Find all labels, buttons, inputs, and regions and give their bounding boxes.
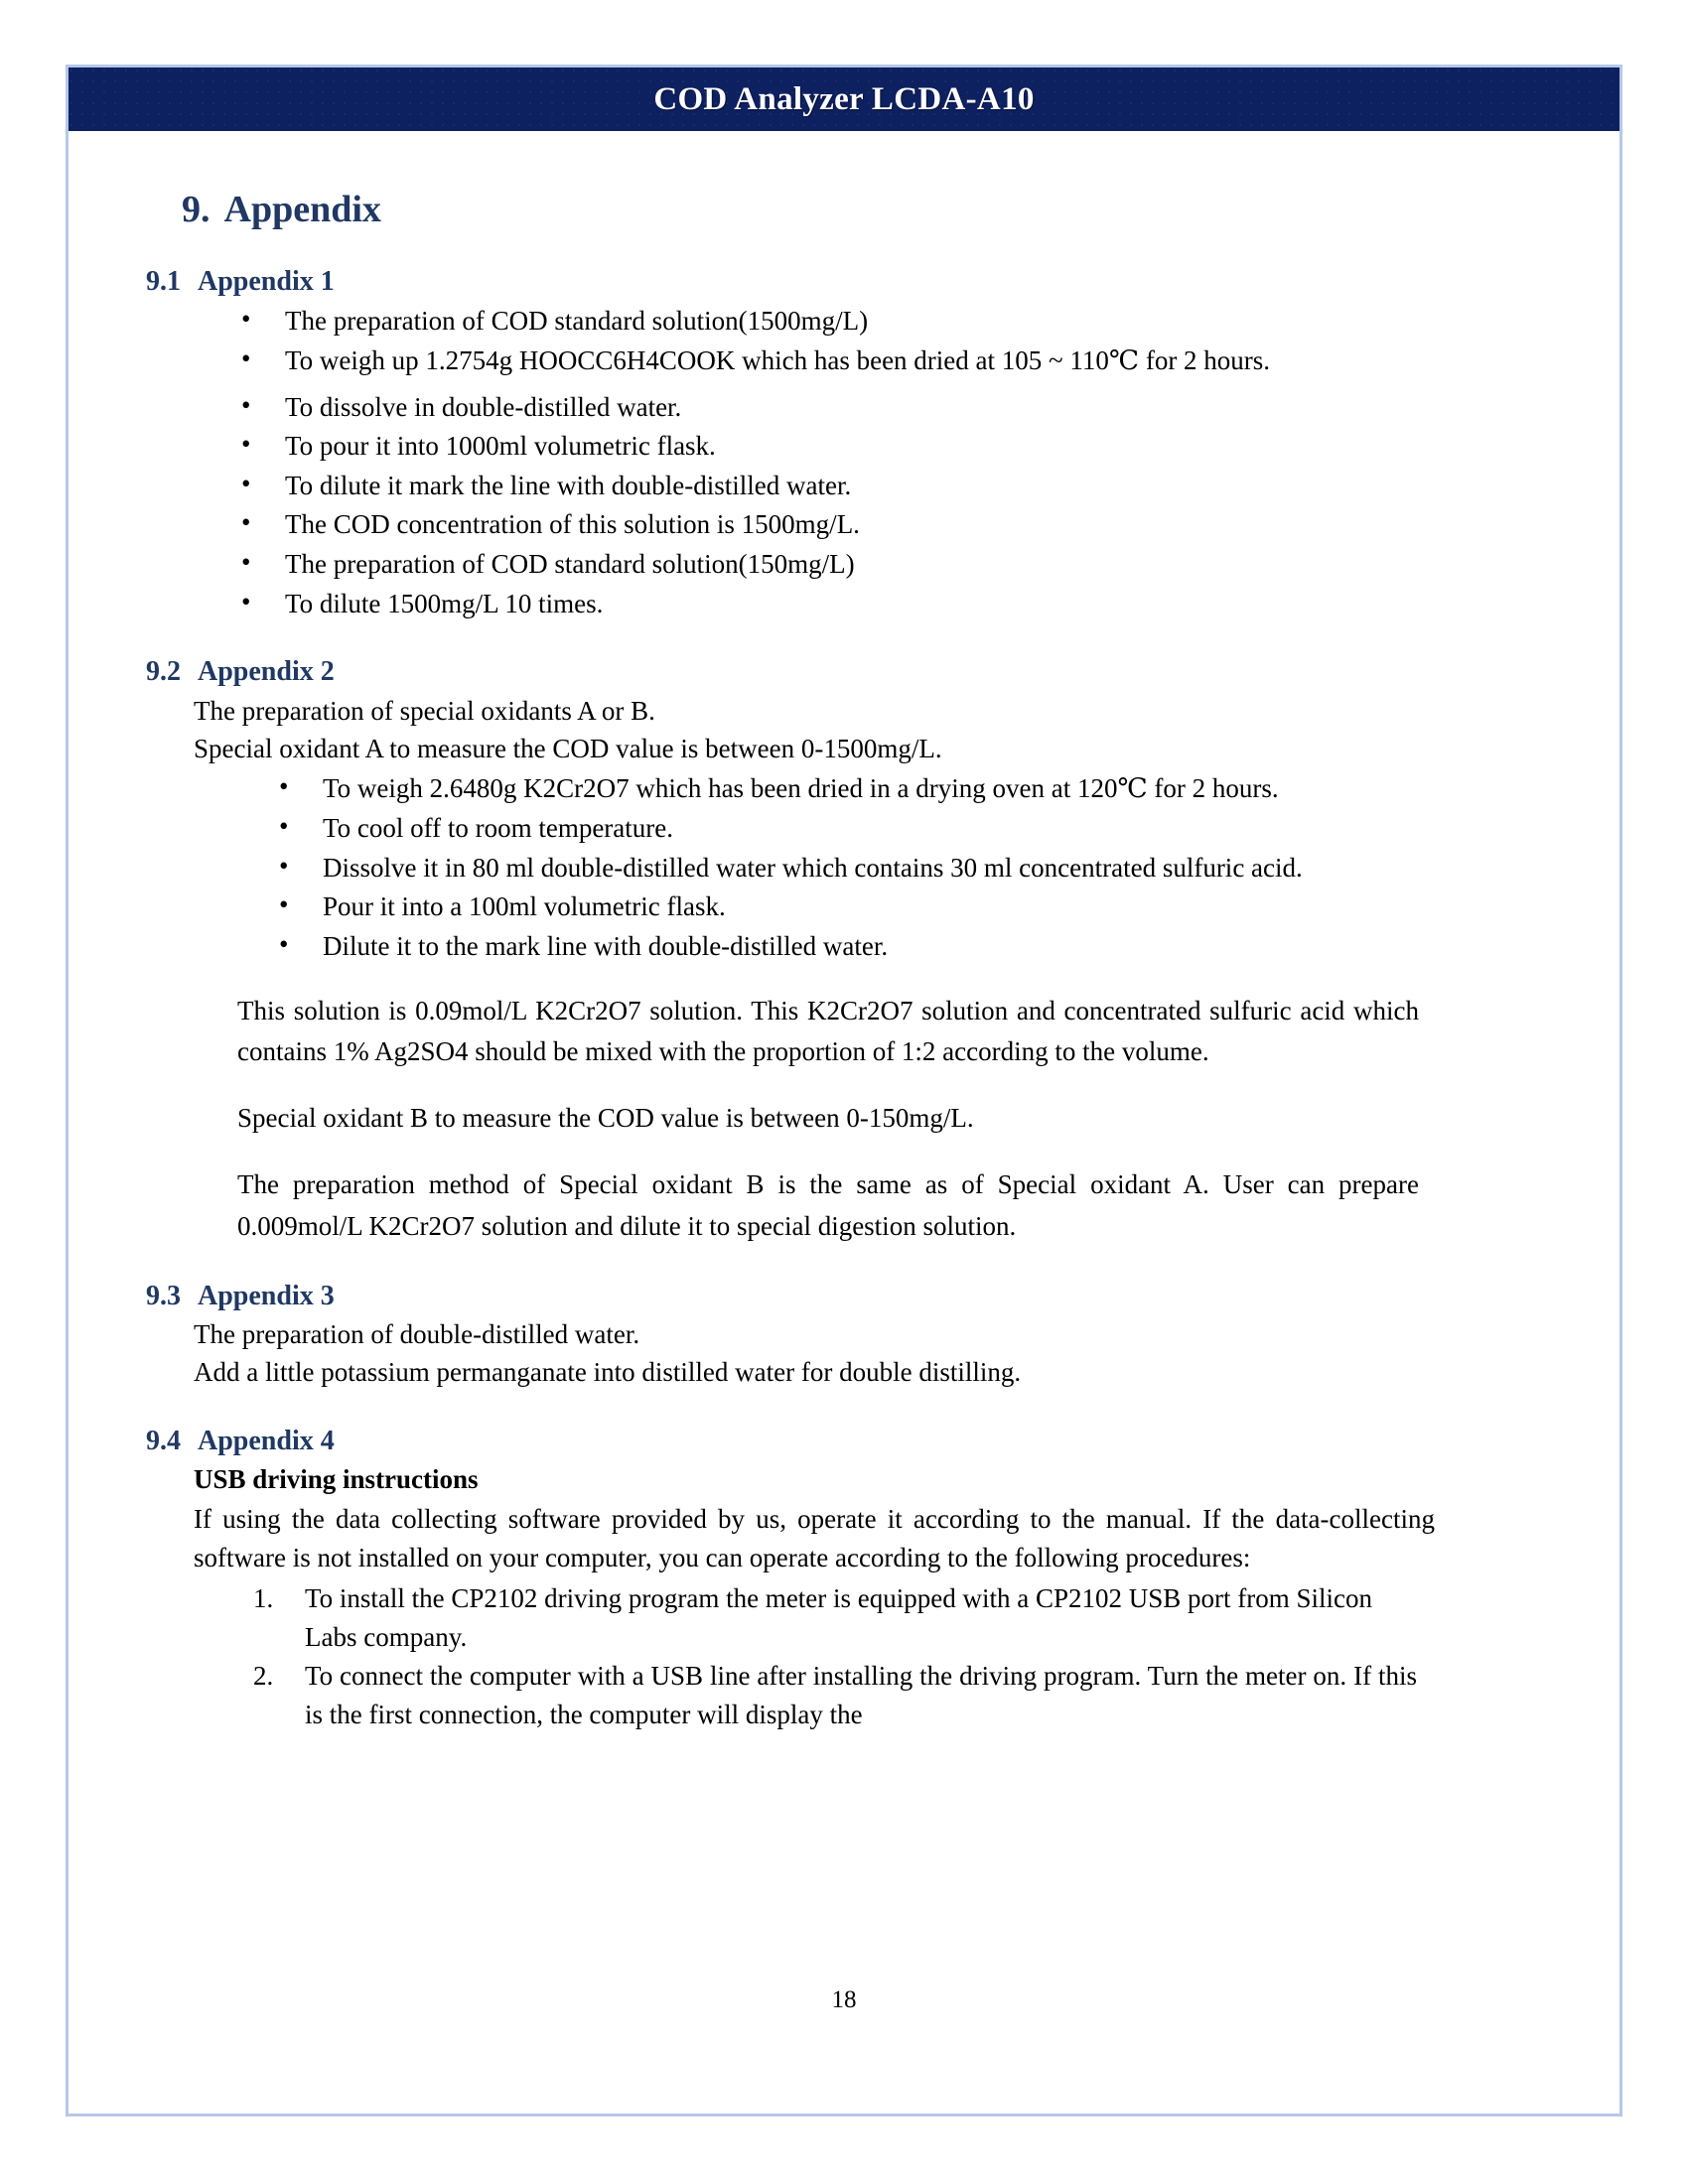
list-item: • To dilute it mark the line with double-distilled water.	[235, 467, 1422, 505]
list-item: • Dilute it to the mark line with double-distilled water.	[273, 927, 1460, 966]
list-item: • The COD concentration of this solution is 1500mg/L.	[235, 505, 1422, 544]
section-heading-9-1	[146, 265, 1542, 299]
section-9-2-paragraph-2: Special oxidant B to measure the COD value is between 0-150mg/L.	[237, 1103, 974, 1134]
section-9-2-line-2: Special oxidant A to measure the COD value is between 0-1500mg/L.	[194, 733, 942, 763]
section-9-3-line-2: Add a little potassium permanganate into distilled water for double distilling.	[194, 1356, 1022, 1387]
section-heading-9-2	[146, 655, 1542, 689]
section-number-9-1: 9.1	[146, 265, 181, 297]
document-title: COD Analyzer LCDA-A10	[653, 80, 1035, 117]
section-9-2-paragraph-1: This solution is 0.09mol/L K2Cr2O7 solution. This K2Cr2O7 solution and concentrated sulfuric acid which contains 1% Ag2SO4 should be mixed with the proportion of 1:2 according to the volume.	[237, 996, 1419, 1067]
chapter-heading	[182, 189, 1542, 232]
numbered-list-9-4	[249, 1579, 1542, 1735]
section-title-9-3: Appendix 3	[198, 1280, 335, 1311]
bullet-list-9-1	[235, 302, 1542, 622]
document-content	[69, 131, 1619, 2116]
section-9-3-line-1: The preparation of double-distilled water.	[194, 1319, 640, 1350]
document-header-banner	[69, 68, 1619, 131]
list-item: • Dissolve it in 80 ml double-distilled water which contains 30 ml concentrated sulfuric acid.	[273, 849, 1460, 887]
chapter-title: Appendix	[223, 189, 381, 230]
list-item: • To pour it into 1000ml volumetric flask.	[235, 427, 1422, 466]
list-item: • The preparation of COD standard solution(1500mg/L)	[235, 302, 1422, 341]
section-9-2-paragraph-3: The preparation method of Special oxidant B is the same as of Special oxidant A. User can prepare 0.009mol/L K2Cr2O7 solution and dilute it to special digestion solution.	[237, 1169, 1419, 1241]
list-item: • Pour it into a 100ml volumetric flask.	[273, 887, 1460, 926]
section-title-9-4: Appendix 4	[198, 1425, 335, 1456]
list-item: • To dilute 1500mg/L 10 times.	[235, 585, 1422, 623]
section-9-4-subheading: USB driving instructions	[194, 1464, 479, 1495]
page-number: 18	[831, 1986, 857, 2013]
section-heading-9-4	[146, 1425, 1542, 1458]
section-number-9-3: 9.3	[146, 1280, 181, 1311]
section-heading-9-3	[146, 1280, 1542, 1313]
chapter-number: 9.	[182, 189, 211, 230]
section-9-2-line-1: The preparation of special oxidants A or B.	[194, 695, 655, 726]
list-item: • To weigh up 1.2754g HOOCC6H4COOK which has been dried at 105 ~ 110℃ for 2 hours.	[235, 341, 1422, 380]
list-item: To connect the computer with a USB line after installing the driving program. Turn the meter on. If this is the first connection, the computer will display the	[305, 1661, 1417, 1730]
list-item: • To weigh 2.6480g K2Cr2O7 which has been dried in a drying oven at 120℃ for 2 hours.	[273, 769, 1460, 808]
section-9-4-intro: If using the data collecting software provided by us, operate it according to the manual. If the data-collecting software is not installed on your computer, you can operate according to the following procedures:	[194, 1503, 1435, 1572]
section-number-9-4: 9.4	[146, 1425, 181, 1456]
list-item: • To dissolve in double-distilled water.	[235, 388, 1422, 427]
bullet-list-9-2	[273, 769, 1542, 965]
section-number-9-2: 9.2	[146, 656, 181, 688]
document-page	[66, 65, 1622, 2116]
section-title-9-2: Appendix 2	[198, 656, 335, 688]
list-item: To install the CP2102 driving program the meter is equipped with a CP2102 USB port from Silicon Labs company.	[305, 1583, 1373, 1653]
section-title-9-1: Appendix 1	[198, 265, 335, 297]
list-item: • The preparation of COD standard solution(150mg/L)	[235, 545, 1422, 584]
list-item: • To cool off to room temperature.	[273, 809, 1460, 848]
